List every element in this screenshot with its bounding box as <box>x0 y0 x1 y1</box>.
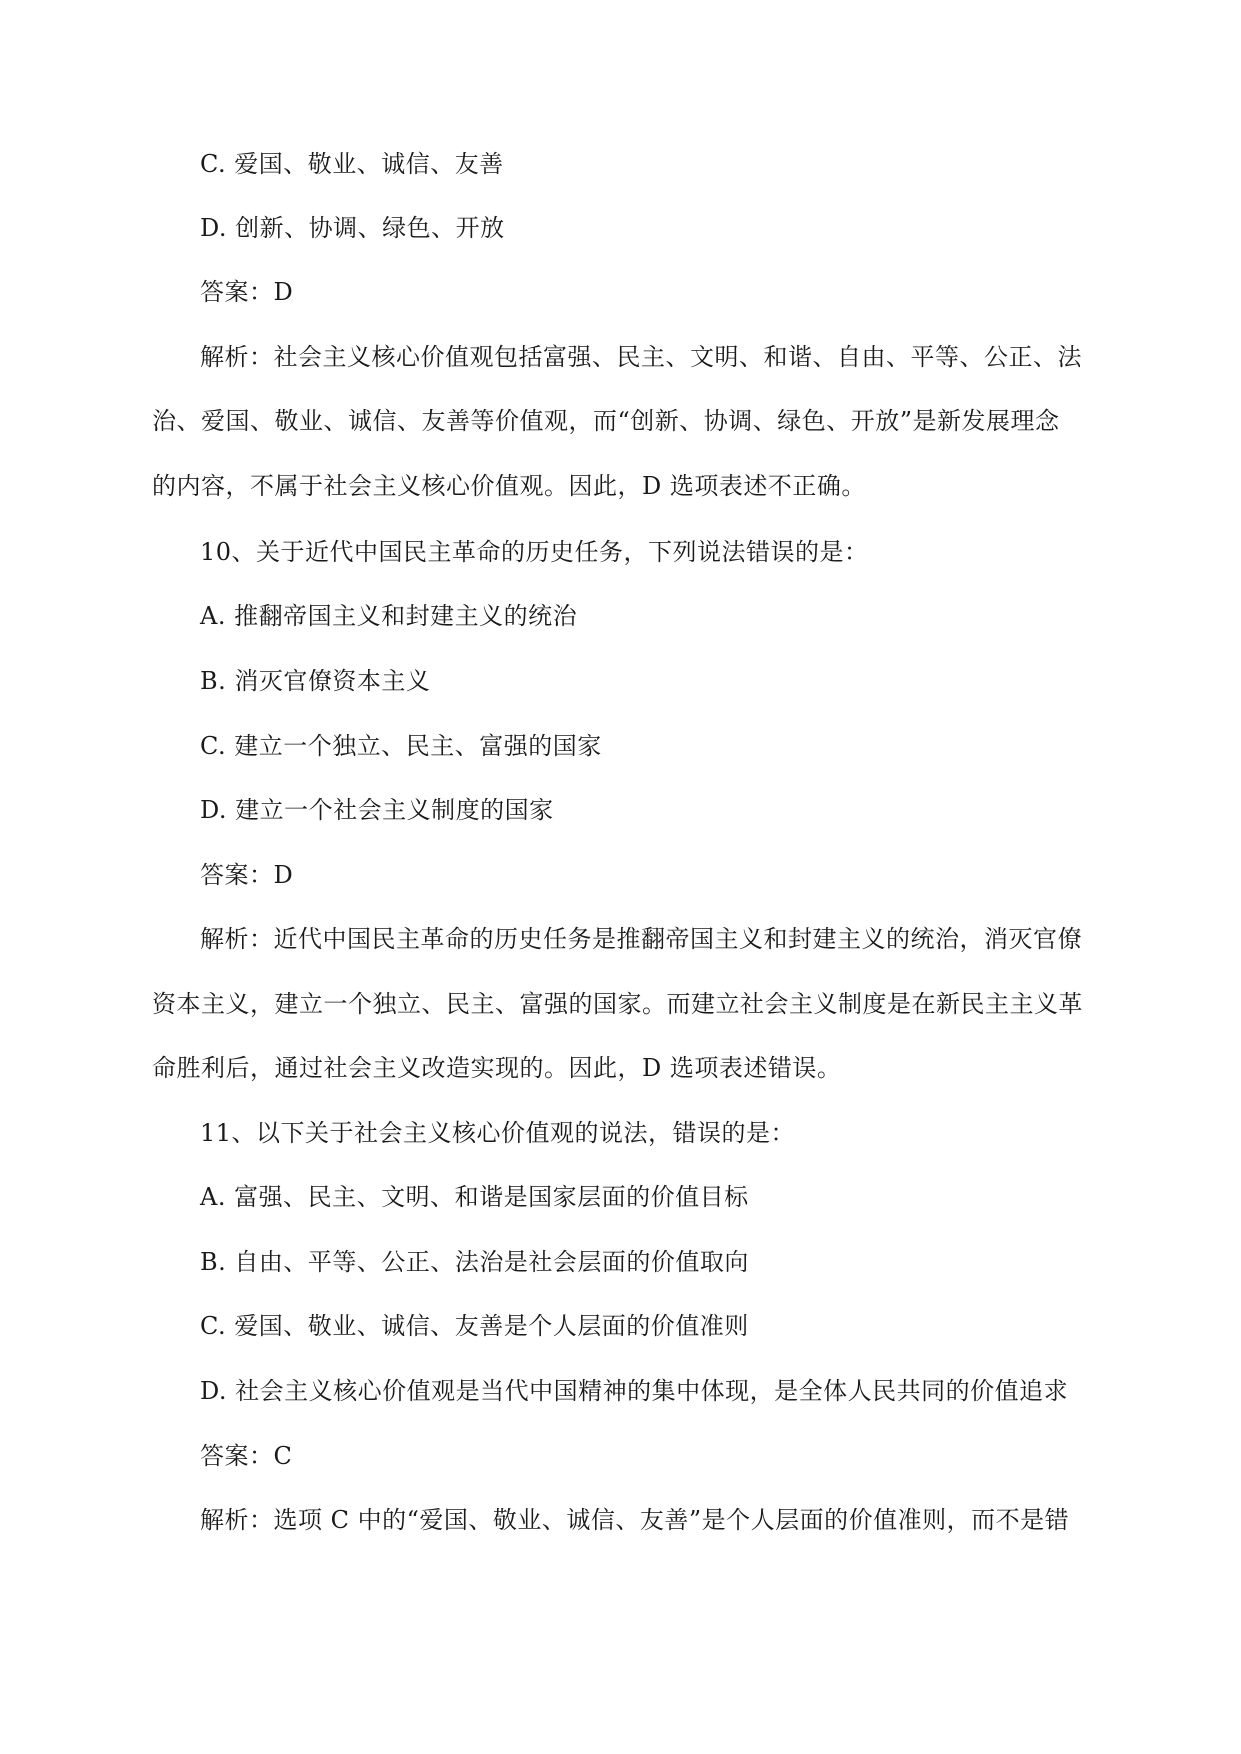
q11-option-d: D. 社会主义核心价值观是当代中国精神的集中体现，是全体人民共同的价值追求 <box>200 1377 1069 1405</box>
q9-analysis-line-1: 解析：社会主义核心价值观包括富强、民主、文明、和谐、自由、平等、公正、法 <box>200 343 1082 371</box>
q9-option-d: D. 创新、协调、绿色、开放 <box>200 214 505 242</box>
q9-option-c: C. 爱国、敬业、诚信、友善 <box>200 150 504 178</box>
q10-option-a: A. 推翻帝国主义和封建主义的统治 <box>200 602 578 630</box>
q11-question: 11、以下关于社会主义核心价值观的说法，错误的是： <box>200 1119 796 1147</box>
q11-analysis-line-1: 解析：选项 C 中的“爱国、敬业、诚信、友善”是个人层面的价值准则，而不是错 <box>200 1506 1070 1534</box>
q10-answer: 答案：D <box>200 861 294 889</box>
q9-answer: 答案：D <box>200 278 294 306</box>
q11-answer: 答案：C <box>200 1442 293 1470</box>
q10-analysis-line-2: 资本主义，建立一个独立、民主、富强的国家。而建立社会主义制度是在新民主主义革 <box>152 990 1083 1018</box>
q10-analysis-line-1: 解析：近代中国民主革命的历史任务是推翻帝国主义和封建主义的统治，消灭官僚 <box>200 925 1082 953</box>
q10-option-b: B. 消灭官僚资本主义 <box>200 667 431 695</box>
q11-option-a: A. 富强、民主、文明、和谐是国家层面的价值目标 <box>200 1183 749 1211</box>
q11-option-b: B. 自由、平等、公正、法治是社会层面的价值取向 <box>200 1248 749 1276</box>
q10-analysis-line-3: 命胜利后，通过社会主义改造实现的。因此，D 选项表述错误。 <box>152 1054 842 1082</box>
q9-analysis-line-3: 的内容，不属于社会主义核心价值观。因此，D 选项表述不正确。 <box>152 472 866 500</box>
q10-question: 10、关于近代中国民主革命的历史任务，下列说法错误的是： <box>200 538 869 566</box>
q10-option-c: C. 建立一个独立、民主、富强的国家 <box>200 732 602 760</box>
q10-option-d: D. 建立一个社会主义制度的国家 <box>200 796 554 824</box>
q11-option-c: C. 爱国、敬业、诚信、友善是个人层面的价值准则 <box>200 1312 749 1340</box>
q9-analysis-line-2: 治、爱国、敬业、诚信、友善等价值观，而“创新、协调、绿色、开放”是新发展理念 <box>152 407 1060 435</box>
